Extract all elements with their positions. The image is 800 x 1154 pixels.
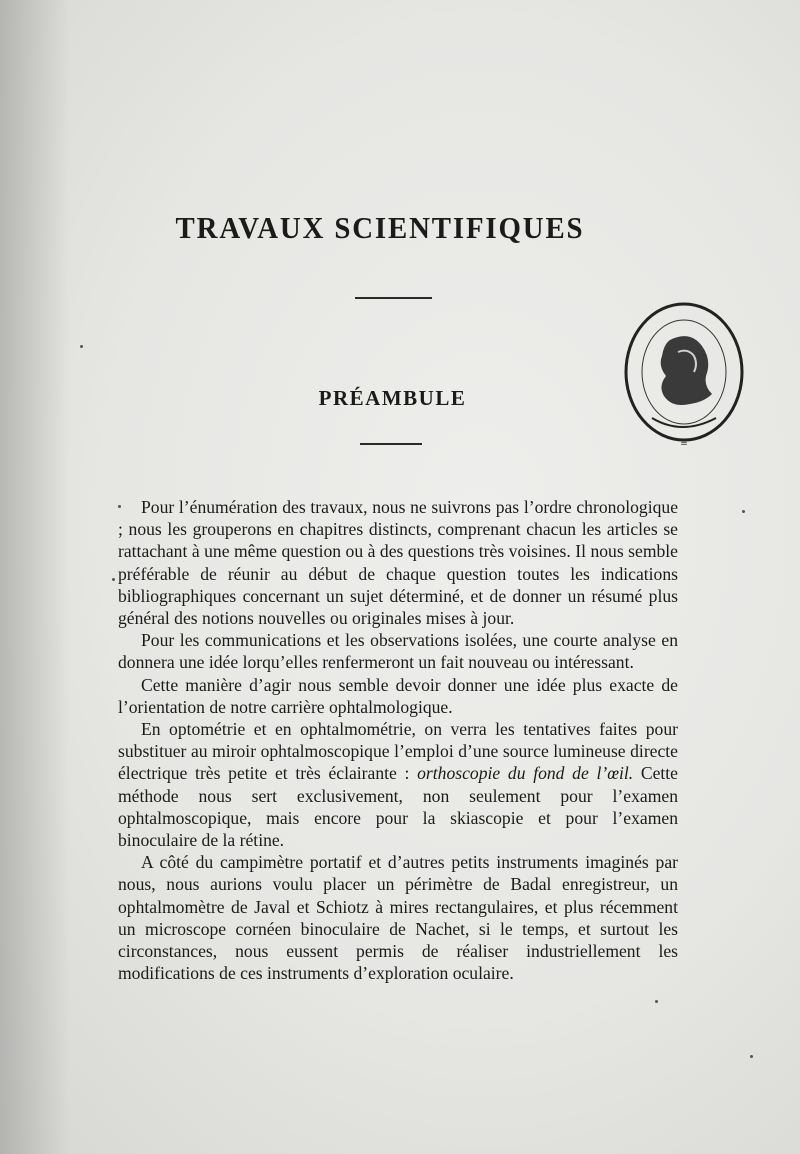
paragraph-2: Pour les communications et les observations isolées, une courte analyse en donnera une idée lorqu’elles renfermeront un fait nouveau ou intéressant. [118,630,678,673]
paragraph-1: Pour l’énumération des travaux, nous ne suivrons pas l’ordre chronologique ; nous les grouperons en chapitres distincts, comprenant chacun les articles se rattachant à une même question ou à des questions très voisines. Il nous semble préférable de réunir au début de chaque question toutes les indications bibliographiques concernant un sujet déterminé, et de donner un résumé plus général des notions nouvelles ou originales mises à jour. [118,497,678,629]
paragraph-3: Cette manière d’agir nous semble devoir donner une idée plus exacte de l’orientation de notre carrière ophtalmologique. [118,674,678,717]
paragraph-4 [118,718,678,851]
paragraph-5: A côté du campimètre portatif et d’autres petits instruments imaginés par nous, nous aurions voulu placer un périmètre de Badal enregistreur, un ophtalmomètre de Javal et Schiotz à mires rectangulaires, et plus récemment un microscope cornéen binoculaire de Nachet, si le temps, et surtout les circonstances, nous eussent permis de réaliser industriellement les modifications de ces instruments d’exploration oculaire. [118,852,678,984]
title-divider [355,297,432,299]
page-edge-shadow [0,0,70,1154]
page-title: TRAVAUX SCIENTIFIQUES [175,210,585,245]
paragraph-4-italic: orthoscopie du fond de l’œil. [417,763,634,784]
paragraph-4-end: Cette méthode nous sert exclusivement, non seulement pour l’examen ophtalmoscopique, mais encore pour la skiascopie et pour l’examen binoculaire de la rétine. [118,763,678,851]
section-title: PRÉAMBULE [318,386,467,410]
library-stamp [622,300,747,450]
section-divider [360,443,422,445]
preamble-body [118,496,678,984]
svg-text:=: = [680,439,688,449]
paragraph-4-start: En optométrie et en ophtalmométrie, on verra les tentatives faites pour substituer au miroir ophtalmoscopique l’emploi d’une source lumineuse directe électrique très petite et très éclairante : [118,719,678,784]
